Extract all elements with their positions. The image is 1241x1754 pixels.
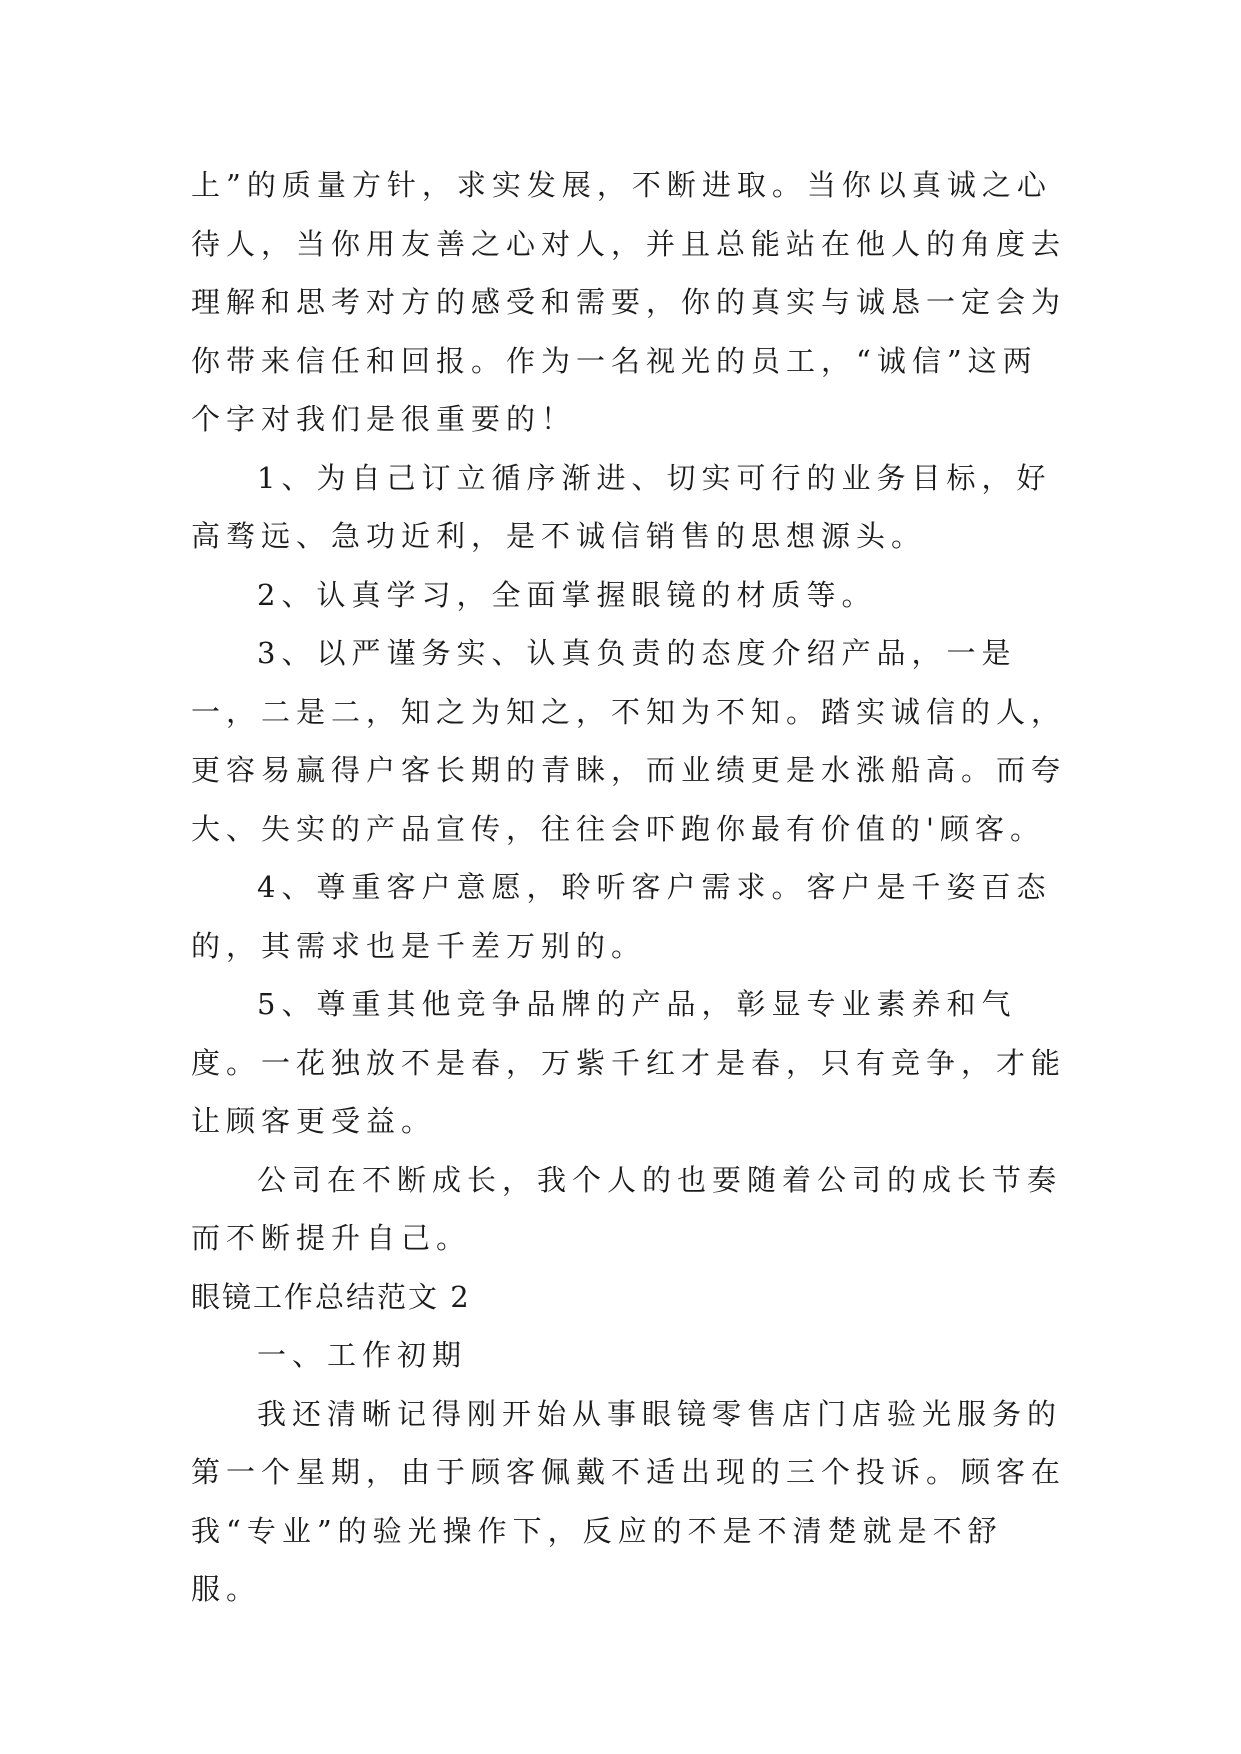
paragraph-item-2: 2、认真学习，全面掌握眼镜的材质等。 <box>257 577 877 612</box>
paragraph-item-1: 1、为自己订立循序渐进、切实可行的业务目标，好高骛远、急功近利，是不诚信销售的思想源头。 <box>191 460 1052 553</box>
paragraph-item-4: 4、尊重客户意愿，聆听客户需求。客户是千姿百态的，其需求也是千差万别的。 <box>191 870 1052 963</box>
paragraph-company-growth: 公司在不断成长，我个人的也要随着公司的成长节奏而不断提升自己。 <box>191 1162 1063 1255</box>
paragraph-early-work: 我还清晰记得刚开始从事眼镜零售店门店验光服务的第一个星期，由于顾客佩戴不适出现的三个投诉。顾客在我“专业”的验光操作下，反应的不是不清楚就是不舒服。 <box>191 1396 1067 1606</box>
document-body <box>191 156 1071 1619</box>
section-title: 一、工作初期 <box>257 1338 468 1372</box>
document-heading: 眼镜工作总结范文 2 <box>191 1279 471 1314</box>
paragraph-quality-policy: 上”的质量方针，求实发展，不断进取。当你以真诚之心待人，当你用友善之心对人，并且总能站在他人的角度去理解和思考对方的感受和需要，你的真实与诚恳一定会为你带来信任和回报。作为一名视光的员工，“诚信”这两个字对我们是很重要的！ <box>191 168 1067 436</box>
paragraph-item-5: 5、尊重其他竞争品牌的产品，彰显专业素养和气度。一花独放不是春，万紫千红才是春，只有竞争，才能让顾客更受益。 <box>191 987 1067 1138</box>
paragraph-item-3: 3、以严谨务实、认真负责的态度介绍产品，一是一，二是二，知之为知之，不知为不知。踏实诚信的人，更容易赢得户客长期的青睐，而业绩更是水涨船高。而夸大、失实的产品宣传，往往会吓跑你最有价值的'顾客。 <box>191 636 1067 846</box>
